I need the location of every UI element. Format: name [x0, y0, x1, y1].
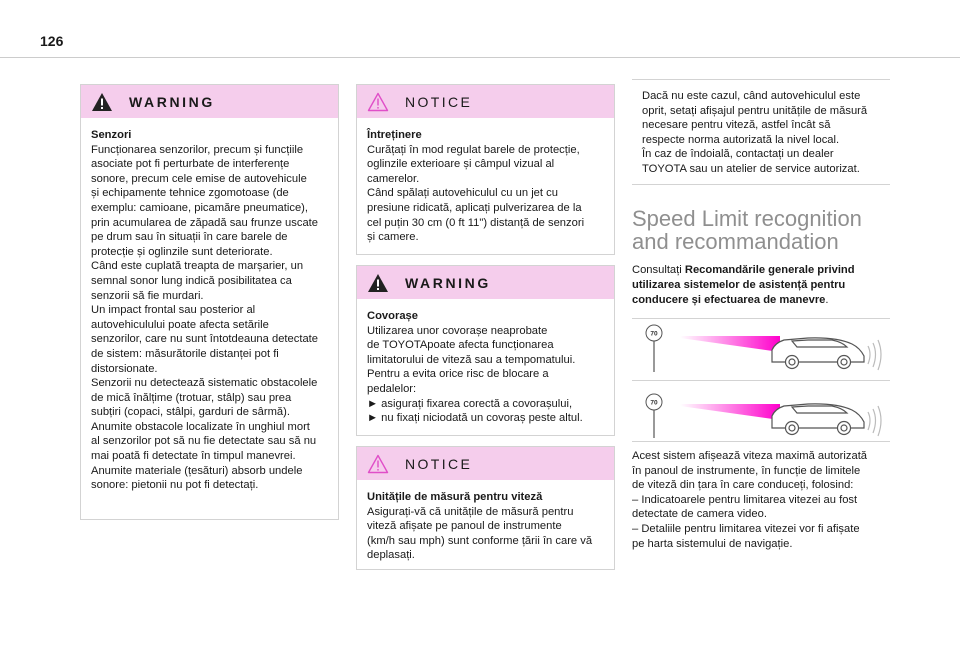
text-line: de viteză din țara în care conduceți, folosind:	[632, 479, 854, 492]
roadside-sign-illustration	[632, 320, 890, 378]
warning-heading: WARNING	[129, 93, 215, 110]
page-number: 126	[40, 33, 64, 49]
warning-box-sensors	[80, 84, 339, 520]
text-line: Un impact frontal sau posterior al	[91, 304, 256, 317]
warning-box-body	[81, 118, 338, 493]
text-line: Anumite materiale (țesături) absorb undele	[91, 464, 303, 477]
text-line: Senzorii nu detectează sistematic obstacolele	[91, 377, 318, 390]
speed-sign-icon	[646, 325, 662, 341]
text-line: ► asigurați fixarea corectă a covorașului,	[367, 397, 573, 410]
notice-box-header	[357, 85, 614, 118]
text-line: de TOYOTApoate afecta funcționarea	[367, 339, 554, 352]
intro-paragraph	[632, 263, 894, 308]
text-line: mai poată fi detectate în timpul manevrei.	[91, 450, 296, 463]
text-line: semnal sonor lung indică posibilitatea ca	[91, 274, 292, 287]
text-line: Dacă nu este cazul, când autovehiculul este	[642, 90, 861, 102]
intro-suffix: .	[825, 294, 829, 306]
text-line: și camere.	[367, 231, 419, 244]
warning-triangle-icon	[367, 273, 389, 293]
text-line: senzorii să fie murdari.	[91, 289, 204, 302]
text-line: sonore: pietonii nu pot fi detectați.	[91, 479, 259, 492]
notice-box-maintenance	[356, 84, 615, 255]
text-line: respecte norma autorizată la nivel local.	[642, 133, 840, 146]
warning-box-header	[357, 266, 614, 299]
intro-prefix: Consultați	[632, 264, 685, 276]
text-line: presiune ridicată, aplicați pulverizarea de la	[367, 201, 582, 214]
text-line: deplasați.	[367, 549, 415, 562]
sign-value: 70	[650, 330, 658, 338]
text-line: oglinzile exterioare și câmpul vizual al	[367, 158, 555, 171]
notice-triangle-icon	[367, 454, 389, 474]
illustration-divider	[632, 380, 890, 381]
illustration-divider	[632, 441, 890, 442]
text-line: viteză afișate pe panoul de instrumente	[367, 520, 562, 533]
illustration-roadside-sign	[632, 320, 890, 378]
speed-sign-icon	[646, 394, 662, 410]
text-line: Anumite obstacole localizate în unghiul mort	[91, 420, 310, 433]
text-line: Pentru a evita orice risc de blocare a	[367, 368, 549, 381]
text-line: camerelor.	[367, 172, 420, 185]
text-line: Când spălați autovehiculul cu un jet cu	[367, 187, 558, 200]
text-line: oprit, setați afișajul pentru unitățile de măsură	[642, 104, 868, 117]
text-line: în panoul de instrumente, în funcție de limitele	[632, 464, 861, 477]
text-line: Funcționarea senzorilor, precum și funcțiile	[91, 143, 304, 156]
top-divider	[0, 57, 960, 58]
notice-box-body	[357, 118, 614, 245]
text-line: În caz de îndoială, contactați un dealer	[642, 148, 834, 161]
text-line: subțiri (copaci, stâlpi, garduri de sârmă).	[91, 406, 290, 419]
text-line: pedalelor:	[367, 382, 417, 395]
units-continuation-text	[632, 79, 890, 185]
text-line: exemplu: camioane, picamăre pneumatice),	[91, 201, 309, 214]
text-line: necesare pentru viteză, astfel încât să	[642, 119, 831, 132]
text-line: TOYOTA sau un atelier de service autorizat.	[642, 162, 860, 175]
text-line: pe harta sistemului de navigație.	[632, 537, 793, 550]
intro-bold: Recomandările generale privind	[684, 264, 855, 276]
intro-bold: utilizarea sistemelor de asistență pentru	[632, 279, 846, 291]
text-line: detectate de camera video.	[632, 508, 767, 521]
section-title	[632, 207, 922, 253]
warning-triangle-icon	[91, 92, 113, 112]
warning-box-header	[81, 85, 338, 118]
text-line: Când este cuplată treapta de marșarier, un	[91, 260, 304, 273]
text-line: autovehiculului poate afecta setările	[91, 318, 269, 331]
text-line: cel puțin 30 cm (0 ft 11") distanță de senzori	[367, 216, 585, 229]
text-line: Acest sistem afișează viteza maximă autorizată	[632, 450, 868, 462]
text-line: – Detaliile pentru limitarea vitezei vor fi afișate	[632, 522, 860, 535]
notice-box-speed-units	[356, 446, 615, 570]
notice-heading: NOTICE	[405, 93, 473, 110]
car-icon	[772, 404, 881, 436]
car-icon	[772, 338, 881, 370]
warning-heading: WARNING	[405, 274, 491, 291]
notice-heading: NOTICE	[405, 455, 473, 472]
text-line: Asigurați-vă că unitățile de măsură pentru	[367, 505, 574, 518]
gantry-sign-illustration	[632, 382, 890, 440]
text-line: al senzorilor pot să nu fie detectate sau să nu	[91, 435, 317, 448]
notice-triangle-icon	[367, 92, 389, 112]
text-line: sonore, precum cele emise de autovehicule	[91, 172, 307, 185]
illustration-gantry-sign	[632, 382, 890, 440]
box-title: Întreținere	[367, 129, 422, 141]
box-title: Unitățile de măsură pentru viteză	[367, 491, 543, 503]
text-line: prin acumularea de zăpadă sau frunze uscate	[91, 216, 319, 229]
warning-box-body	[357, 299, 614, 426]
text-line: distorsionate.	[91, 362, 158, 375]
text-line: senzorilor, care nu sunt întotdeauna detectate	[91, 333, 319, 346]
text-line: și echipamente tehnice zgomotoase (de	[91, 187, 289, 200]
text-line: limitatorului de viteză sau a tempomatului.	[367, 353, 576, 366]
system-description	[632, 449, 894, 551]
warning-box-floor-mats	[356, 265, 615, 436]
text-line: pe drum sau în situații în care barele de	[91, 231, 288, 244]
illustration-divider	[632, 318, 890, 319]
text-line: Utilizarea unor covorașe neaprobate	[367, 324, 548, 337]
section-title-line: Speed Limit recognition	[632, 206, 862, 231]
text-line: ► nu fixați niciodată un covoraș peste altul.	[367, 412, 583, 425]
section-title-line: and recommandation	[632, 229, 839, 254]
box-title: Covorașe	[367, 310, 418, 322]
sign-value: 70	[650, 399, 658, 407]
box-title: Senzori	[91, 129, 132, 141]
notice-box-body	[357, 480, 614, 563]
text-line: de mică înălțime (trotuar, stâlp) sau prea	[91, 391, 292, 404]
text-line: – Indicatoarele pentru limitarea vitezei au fost	[632, 493, 858, 506]
notice-box-header	[357, 447, 614, 480]
text-line: Curățați în mod regulat barele de protecție,	[367, 143, 580, 156]
text-line: de sistem: măsurătorile distanței pot fi	[91, 347, 279, 360]
text-line: (km/h sau mph) sunt conforme țării în care vă	[367, 534, 593, 547]
text-line: asociate pot fi perturbate de interferențe	[91, 158, 290, 171]
text-line: protecție și oglinzile sunt deteriorate.	[91, 245, 273, 258]
intro-bold: conducere și efectuarea de manevre	[632, 294, 826, 306]
